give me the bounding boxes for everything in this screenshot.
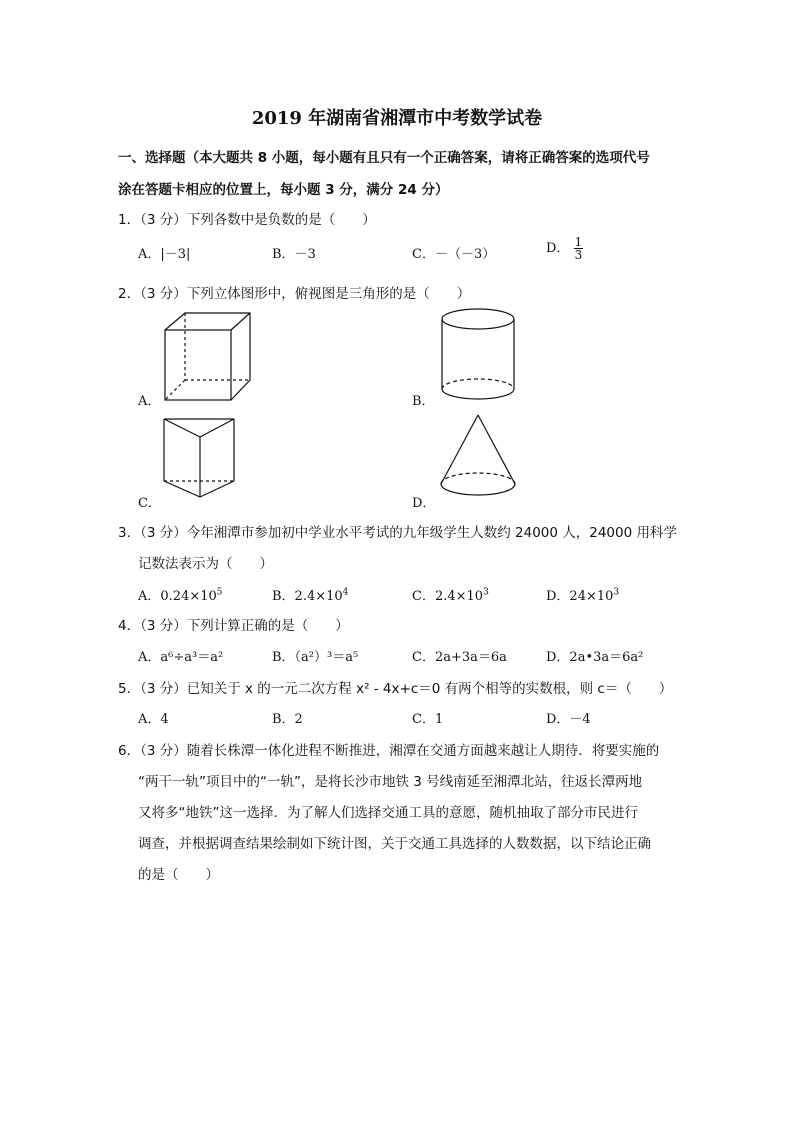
fraction-denominator: 3 (574, 248, 583, 262)
question-6-line5: 的是（ ） (138, 867, 219, 883)
question-1-option-a: A．|－3| (138, 247, 191, 262)
section-heading-line1: 一、选择题（本大题共 8 小题，每小题有且只有一个正确答案，请将正确答案的选项代号 (118, 150, 650, 166)
question-6-line4: 调查，并根据调查结果绘制如下统计图，关于交通工具选择的人数数据，以下结论正确 (138, 836, 651, 852)
question-5-option-c: C．1 (412, 712, 444, 727)
question-2-option-a: A． (138, 394, 161, 409)
question-4-option-d: D．2a•3a＝6a² (546, 650, 644, 665)
option-c-exponent: 3 (483, 587, 489, 598)
triangular-prism-icon (160, 415, 240, 500)
question-3-option-d (546, 585, 619, 604)
cylinder-icon (436, 305, 520, 403)
question-4-option-a: A．a⁶÷a³＝a² (138, 650, 224, 665)
option-a-base: A．0.24×10 (138, 589, 217, 604)
section-heading-line2: 涂在答题卡相应的位置上，每小题 3 分，满分 24 分） (118, 182, 449, 198)
option-b-exponent: 4 (342, 587, 349, 598)
question-5-option-b: B．2 (272, 712, 303, 727)
question-3-option-b (272, 585, 348, 604)
option-d-base: D．24×10 (546, 589, 614, 604)
question-3-option-c (412, 585, 489, 604)
fraction-numerator: 1 (574, 235, 583, 249)
question-5-stem: 5．（3 分）已知关于 x 的一元二次方程 x² - 4x+c＝0 有两个相等的实数根，则 c＝（ ） (118, 681, 673, 697)
question-1-option-b: B．－3 (272, 247, 316, 262)
question-2-stem: 2．（3 分）下列立体图形中，俯视图是三角形的是（ ） (118, 286, 471, 302)
question-4-option-c: C．2a+3a＝6a (412, 650, 507, 665)
question-6-line1: 6．（3 分）随着长株潭一体化进程不断推进，湘潭在交通方面越来越让人期待．将要实施的 (118, 743, 660, 759)
question-3-stem-line2: 记数法表示为（ ） (138, 556, 273, 572)
option-c-base: C．2.4×10 (412, 589, 484, 604)
question-1-option-c: C．－（－3） (412, 247, 496, 262)
question-1-option-d-label: D． (546, 241, 570, 256)
option-b-base: B．2.4×10 (272, 589, 343, 604)
question-3-stem-line1: 3．（3 分）今年湘潭市参加初中学业水平考试的九年级学生人数约 24000 人，24000 用科学 (118, 525, 677, 541)
option-d-exponent: 3 (613, 587, 620, 598)
question-3-option-a (138, 585, 223, 604)
page-title: 2019 年湖南省湘潭市中考数学试卷 (251, 108, 543, 129)
cone-icon (436, 412, 520, 504)
option-a-exponent: 5 (216, 587, 223, 598)
question-5-option-a: A．4 (138, 712, 169, 727)
question-1-stem: 1．（3 分）下列各数中是负数的是（ ） (118, 212, 376, 228)
cube-icon (160, 310, 255, 405)
question-2-option-b: B． (412, 394, 435, 409)
fraction-one-third (574, 236, 584, 261)
question-4-stem: 4．（3 分）下列计算正确的是（ ） (118, 618, 349, 634)
question-5-option-d: D．－4 (546, 712, 591, 727)
question-2-option-c: C． (138, 496, 161, 511)
question-6-line2: “两干一轨”项目中的“一轨”，是将长沙市地铁 3 号线南延至湘潭北站，往返长潭两地 (138, 774, 643, 790)
question-1-option-d (546, 236, 583, 261)
question-4-option-b: B．（a²）³＝a⁵ (272, 650, 359, 665)
question-2-option-d: D． (412, 496, 436, 511)
question-6-line3: 又将多“地铁”这一选择．为了解人们选择交通工具的意愿，随机抽取了部分市民进行 (138, 805, 638, 821)
